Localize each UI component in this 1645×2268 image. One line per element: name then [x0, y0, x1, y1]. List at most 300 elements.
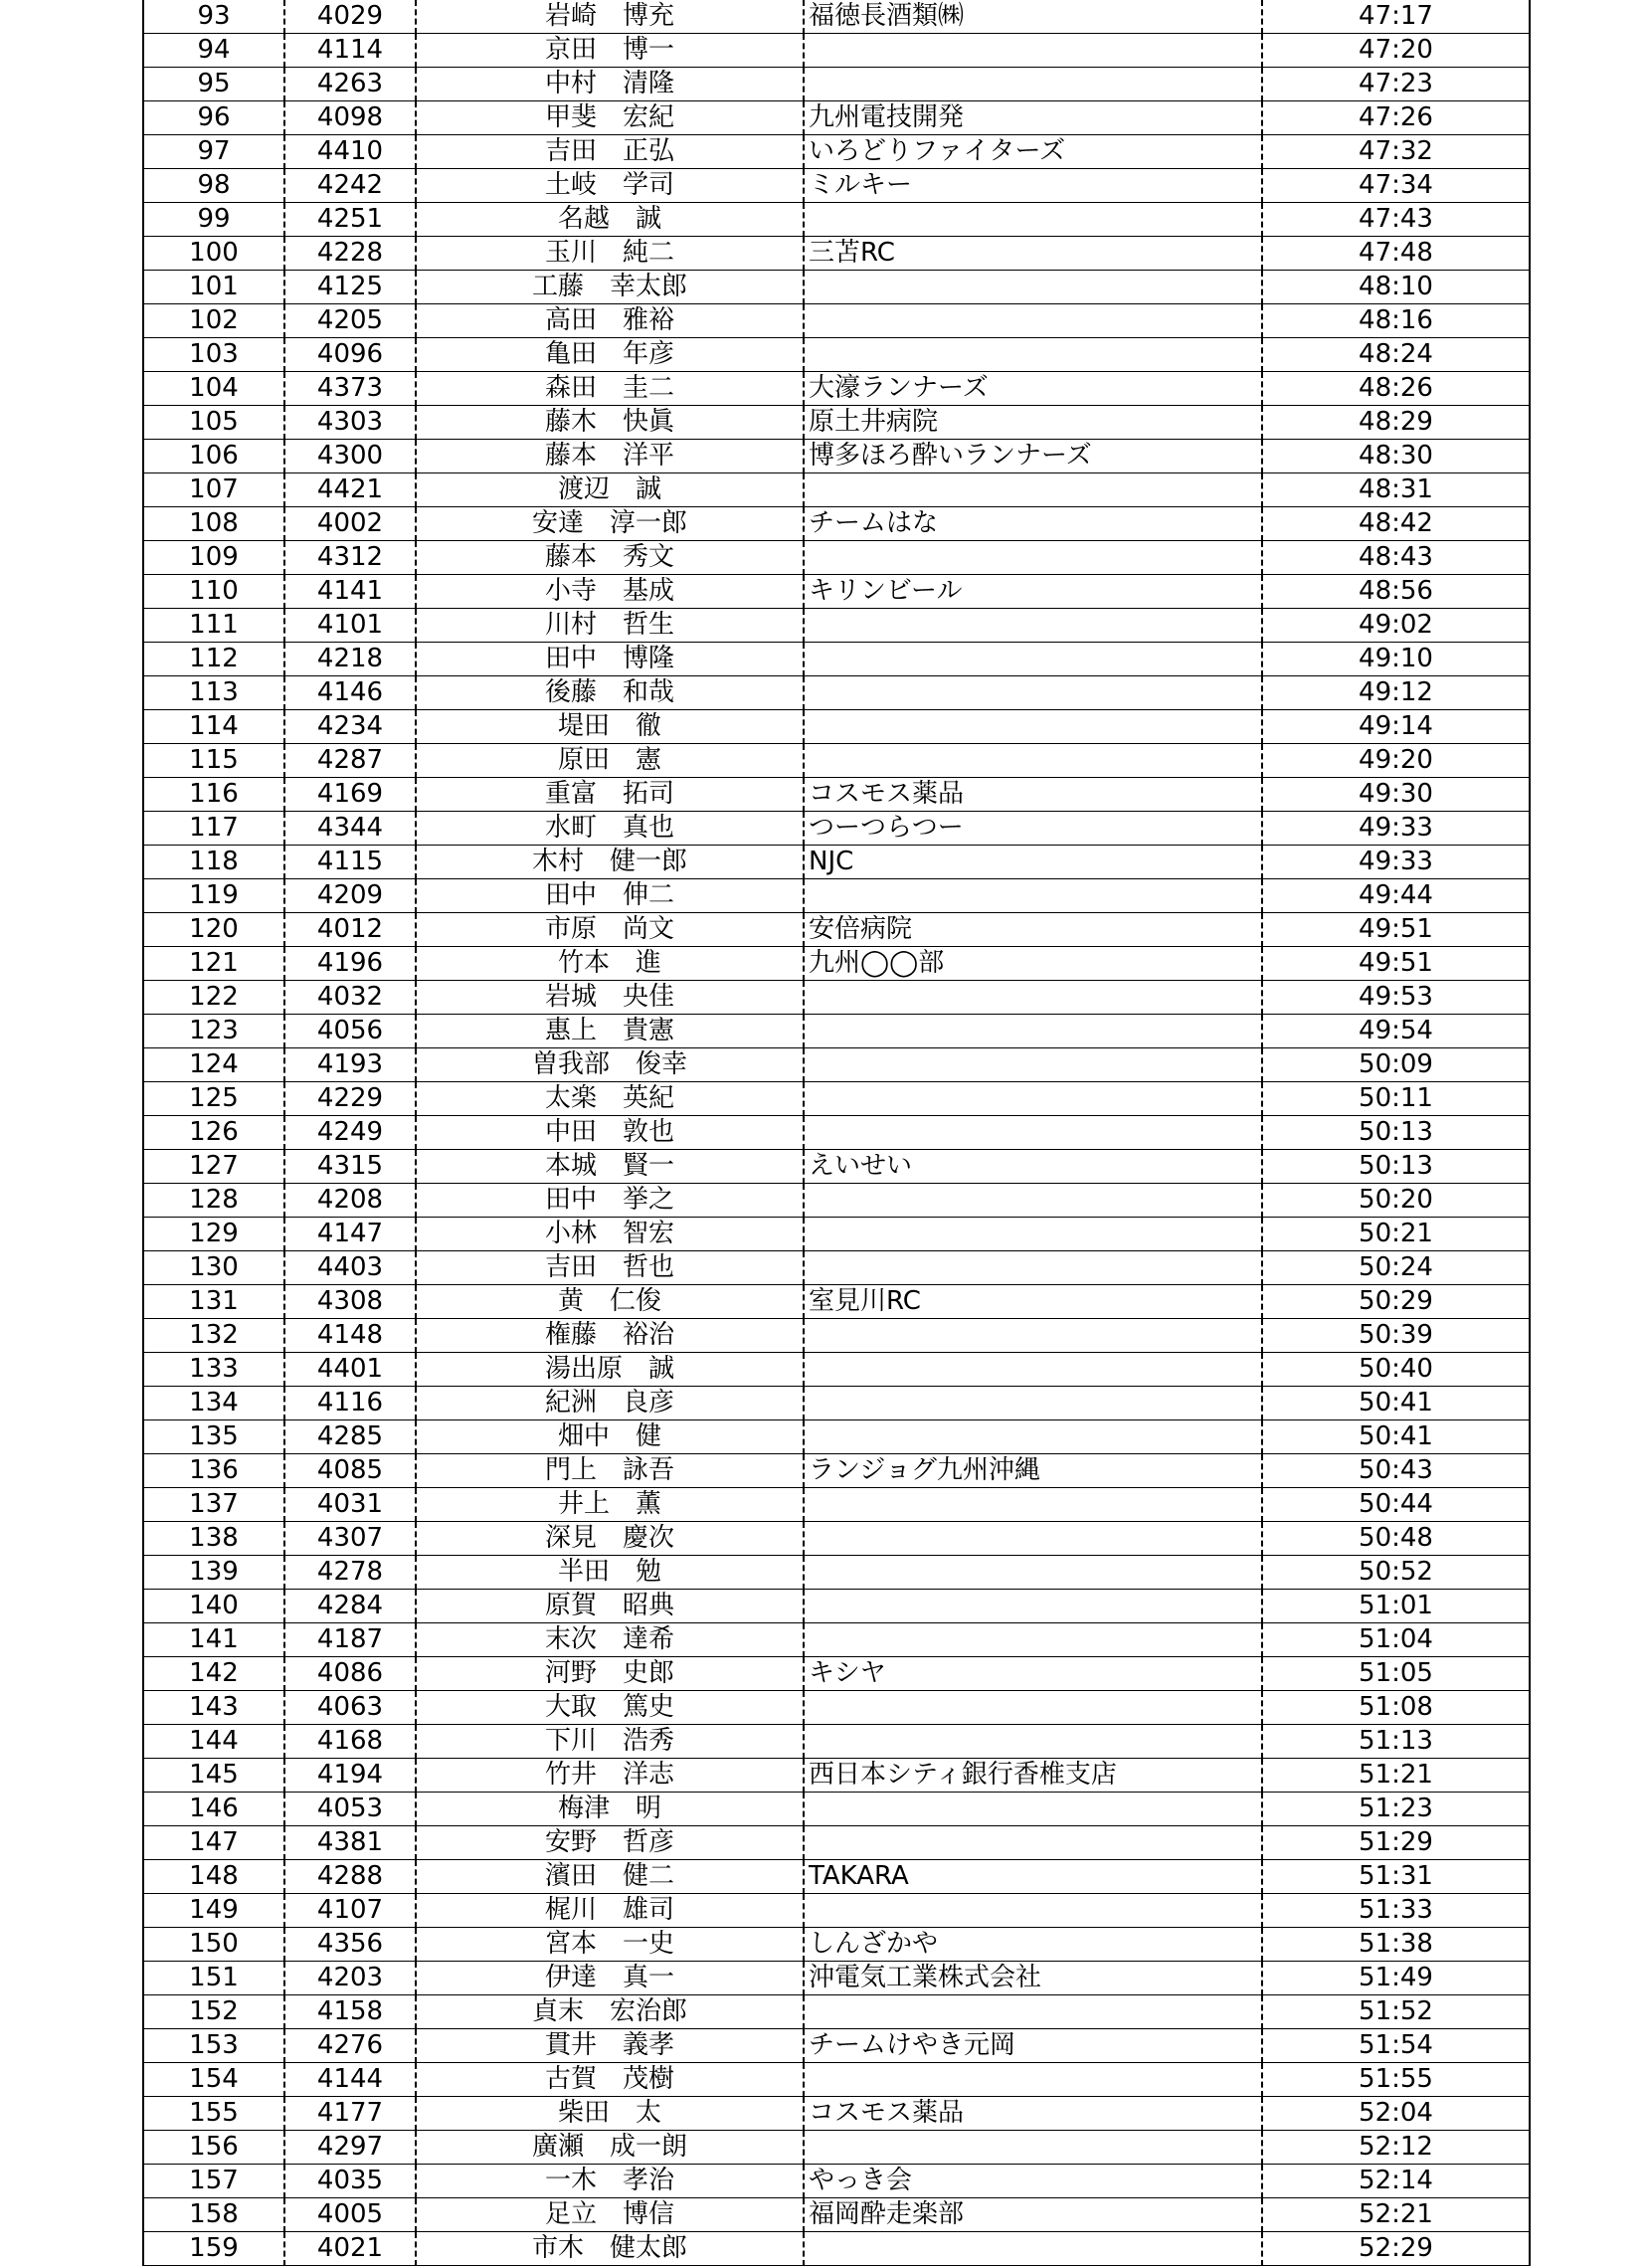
club-name-cell: [804, 609, 1262, 643]
rank-cell: 103: [143, 338, 284, 372]
runner-name-cell: 畑中 健: [416, 1420, 804, 1454]
runner-name-cell: 市原 尚文: [416, 913, 804, 947]
bib-number-cell: 4053: [284, 1793, 416, 1826]
finish-time-cell: 49:20: [1262, 744, 1530, 778]
runner-name-cell: 貫井 義孝: [416, 2029, 804, 2063]
rank-cell: 102: [143, 304, 284, 338]
runner-name-cell: 竹本 進: [416, 947, 804, 981]
table-row: [143, 879, 1530, 913]
bib-number-cell: 4276: [284, 2029, 416, 2063]
finish-time-cell: 51:54: [1262, 2029, 1530, 2063]
bib-number-cell: 4263: [284, 68, 416, 101]
bib-number-cell: 4308: [284, 1285, 416, 1319]
rank-cell: 99: [143, 203, 284, 237]
finish-time-cell: 52:04: [1262, 2097, 1530, 2131]
rank-cell: 142: [143, 1657, 284, 1691]
club-name-cell: [804, 34, 1262, 68]
finish-time-cell: 52:14: [1262, 2165, 1530, 2198]
rank-cell: 94: [143, 34, 284, 68]
finish-time-cell: 47:48: [1262, 237, 1530, 271]
table-row: [143, 676, 1530, 710]
finish-time-cell: 49:33: [1262, 812, 1530, 846]
rank-cell: 136: [143, 1454, 284, 1488]
club-name-cell: [804, 1488, 1262, 1522]
rank-cell: 137: [143, 1488, 284, 1522]
table-row: [143, 1522, 1530, 1556]
finish-time-cell: 51:05: [1262, 1657, 1530, 1691]
club-name-cell: [804, 338, 1262, 372]
rank-cell: 121: [143, 947, 284, 981]
finish-time-cell: 48:29: [1262, 406, 1530, 440]
finish-time-cell: 48:26: [1262, 372, 1530, 406]
club-name-cell: [804, 1251, 1262, 1285]
finish-time-cell: 50:44: [1262, 1488, 1530, 1522]
table-row: [143, 1387, 1530, 1420]
table-row: [143, 744, 1530, 778]
club-name-cell: [804, 1420, 1262, 1454]
runner-name-cell: 後藤 和哉: [416, 676, 804, 710]
club-name-cell: [804, 1218, 1262, 1251]
finish-time-cell: 49:30: [1262, 778, 1530, 812]
rank-cell: 109: [143, 541, 284, 575]
bib-number-cell: 4287: [284, 744, 416, 778]
club-name-cell: 九州◯◯部: [804, 947, 1262, 981]
table-row: [143, 2063, 1530, 2097]
table-row: [143, 2232, 1530, 2266]
bib-number-cell: 4141: [284, 575, 416, 609]
runner-name-cell: 大取 篤史: [416, 1691, 804, 1725]
finish-time-cell: 49:33: [1262, 846, 1530, 879]
club-name-cell: [804, 541, 1262, 575]
rank-cell: 147: [143, 1826, 284, 1860]
club-name-cell: コスモス薬品: [804, 778, 1262, 812]
table-row: [143, 1590, 1530, 1623]
rank-cell: 132: [143, 1319, 284, 1353]
runner-name-cell: 小林 智宏: [416, 1218, 804, 1251]
bib-number-cell: 4356: [284, 1928, 416, 1962]
table-row: [143, 440, 1530, 473]
runner-name-cell: 甲斐 宏紀: [416, 101, 804, 135]
runner-name-cell: 梶川 雄司: [416, 1894, 804, 1928]
table-row: [143, 1793, 1530, 1826]
rank-cell: 156: [143, 2131, 284, 2165]
runner-name-cell: 中田 敦也: [416, 1116, 804, 1150]
bib-number-cell: 4381: [284, 1826, 416, 1860]
rank-cell: 111: [143, 609, 284, 643]
finish-time-cell: 47:20: [1262, 34, 1530, 68]
runner-name-cell: 原賀 昭典: [416, 1590, 804, 1623]
table-row: [143, 1995, 1530, 2029]
finish-time-cell: 49:14: [1262, 710, 1530, 744]
club-name-cell: [804, 68, 1262, 101]
finish-time-cell: 48:31: [1262, 473, 1530, 507]
rank-cell: 112: [143, 643, 284, 676]
runner-name-cell: 田中 挙之: [416, 1184, 804, 1218]
finish-time-cell: 47:17: [1262, 0, 1530, 34]
table-row: [143, 1657, 1530, 1691]
runner-name-cell: 小寺 基成: [416, 575, 804, 609]
runner-name-cell: 黄 仁俊: [416, 1285, 804, 1319]
runner-name-cell: 藤木 快眞: [416, 406, 804, 440]
finish-time-cell: 50:43: [1262, 1454, 1530, 1488]
bib-number-cell: 4344: [284, 812, 416, 846]
bib-number-cell: 4297: [284, 2131, 416, 2165]
table-row: [143, 1894, 1530, 1928]
club-name-cell: [804, 304, 1262, 338]
runner-name-cell: 古賀 茂樹: [416, 2063, 804, 2097]
runner-name-cell: 貞末 宏治郎: [416, 1995, 804, 2029]
table-row: [143, 2131, 1530, 2165]
club-name-cell: [804, 1116, 1262, 1150]
club-name-cell: 室見川RC: [804, 1285, 1262, 1319]
rank-cell: 98: [143, 169, 284, 203]
runner-name-cell: 亀田 年彦: [416, 338, 804, 372]
rank-cell: 127: [143, 1150, 284, 1184]
club-name-cell: つーつらつー: [804, 812, 1262, 846]
club-name-cell: 大濠ランナーズ: [804, 372, 1262, 406]
rank-cell: 159: [143, 2232, 284, 2266]
club-name-cell: [804, 1725, 1262, 1759]
bib-number-cell: 4242: [284, 169, 416, 203]
table-row: [143, 1826, 1530, 1860]
runner-name-cell: 河野 史郎: [416, 1657, 804, 1691]
runner-name-cell: 柴田 太: [416, 2097, 804, 2131]
table-row: [143, 473, 1530, 507]
club-name-cell: [804, 1894, 1262, 1928]
finish-time-cell: 47:34: [1262, 169, 1530, 203]
bib-number-cell: 4116: [284, 1387, 416, 1420]
rank-cell: 118: [143, 846, 284, 879]
table-row: [143, 1319, 1530, 1353]
runner-name-cell: 下川 浩秀: [416, 1725, 804, 1759]
bib-number-cell: 4307: [284, 1522, 416, 1556]
table-row: [143, 1488, 1530, 1522]
rank-cell: 120: [143, 913, 284, 947]
rank-cell: 154: [143, 2063, 284, 2097]
finish-time-cell: 51:01: [1262, 1590, 1530, 1623]
club-name-cell: 沖電気工業株式会社: [804, 1962, 1262, 1995]
bib-number-cell: 4234: [284, 710, 416, 744]
rank-cell: 115: [143, 744, 284, 778]
club-name-cell: [804, 643, 1262, 676]
club-name-cell: [804, 1184, 1262, 1218]
bib-number-cell: 4096: [284, 338, 416, 372]
table-row: [143, 2097, 1530, 2131]
runner-name-cell: 末次 達希: [416, 1623, 804, 1657]
table-row: [143, 609, 1530, 643]
bib-number-cell: 4205: [284, 304, 416, 338]
finish-time-cell: 48:10: [1262, 271, 1530, 304]
table-row: [143, 1251, 1530, 1285]
table-row: [143, 1116, 1530, 1150]
runner-name-cell: 京田 博一: [416, 34, 804, 68]
runner-name-cell: 水町 真也: [416, 812, 804, 846]
table-row: [143, 237, 1530, 271]
finish-time-cell: 50:40: [1262, 1353, 1530, 1387]
table-row: [143, 338, 1530, 372]
finish-time-cell: 51:49: [1262, 1962, 1530, 1995]
rank-cell: 131: [143, 1285, 284, 1319]
bib-number-cell: 4005: [284, 2198, 416, 2232]
rank-cell: 114: [143, 710, 284, 744]
runner-name-cell: 工藤 幸太郎: [416, 271, 804, 304]
finish-time-cell: 51:38: [1262, 1928, 1530, 1962]
club-name-cell: [804, 1691, 1262, 1725]
runner-name-cell: 原田 憲: [416, 744, 804, 778]
club-name-cell: [804, 2063, 1262, 2097]
club-name-cell: [804, 473, 1262, 507]
bib-number-cell: 4285: [284, 1420, 416, 1454]
table-row: [143, 2165, 1530, 2198]
rank-cell: 135: [143, 1420, 284, 1454]
results-table: [142, 0, 1531, 2266]
bib-number-cell: 4421: [284, 473, 416, 507]
bib-number-cell: 4114: [284, 34, 416, 68]
club-name-cell: やっき会: [804, 2165, 1262, 2198]
club-name-cell: [804, 1590, 1262, 1623]
runner-name-cell: 宮本 一史: [416, 1928, 804, 1962]
club-name-cell: [804, 1082, 1262, 1116]
rank-cell: 130: [143, 1251, 284, 1285]
table-row: [143, 271, 1530, 304]
club-name-cell: [804, 879, 1262, 913]
finish-time-cell: 51:33: [1262, 1894, 1530, 1928]
table-row: [143, 541, 1530, 575]
runner-name-cell: 岩崎 博充: [416, 0, 804, 34]
table-row: [143, 1454, 1530, 1488]
bib-number-cell: 4284: [284, 1590, 416, 1623]
club-name-cell: 三苫RC: [804, 237, 1262, 271]
runner-name-cell: 藤本 秀文: [416, 541, 804, 575]
table-row: [143, 846, 1530, 879]
runner-name-cell: 土岐 学司: [416, 169, 804, 203]
runner-name-cell: 高田 雅裕: [416, 304, 804, 338]
rank-cell: 152: [143, 1995, 284, 2029]
club-name-cell: [804, 271, 1262, 304]
finish-time-cell: 51:31: [1262, 1860, 1530, 1894]
table-row: [143, 981, 1530, 1015]
runner-name-cell: 曽我部 俊幸: [416, 1048, 804, 1082]
finish-time-cell: 47:26: [1262, 101, 1530, 135]
bib-number-cell: 4251: [284, 203, 416, 237]
finish-time-cell: 51:13: [1262, 1725, 1530, 1759]
club-name-cell: [804, 1353, 1262, 1387]
bib-number-cell: 4288: [284, 1860, 416, 1894]
table-row: [143, 1860, 1530, 1894]
rank-cell: 141: [143, 1623, 284, 1657]
bib-number-cell: 4107: [284, 1894, 416, 1928]
rank-cell: 107: [143, 473, 284, 507]
rank-cell: 126: [143, 1116, 284, 1150]
club-name-cell: 博多ほろ酔いランナーズ: [804, 440, 1262, 473]
table-row: [143, 1184, 1530, 1218]
bib-number-cell: 4029: [284, 0, 416, 34]
club-name-cell: [804, 2131, 1262, 2165]
finish-time-cell: 48:30: [1262, 440, 1530, 473]
runner-name-cell: 吉田 哲也: [416, 1251, 804, 1285]
rank-cell: 116: [143, 778, 284, 812]
table-row: [143, 1556, 1530, 1590]
rank-cell: 104: [143, 372, 284, 406]
finish-time-cell: 49:51: [1262, 947, 1530, 981]
club-name-cell: チームけやき元岡: [804, 2029, 1262, 2063]
club-name-cell: 福徳長酒類㈱: [804, 0, 1262, 34]
bib-number-cell: 4303: [284, 406, 416, 440]
finish-time-cell: 50:24: [1262, 1251, 1530, 1285]
bib-number-cell: 4218: [284, 643, 416, 676]
club-name-cell: [804, 1556, 1262, 1590]
club-name-cell: いろどりファイターズ: [804, 135, 1262, 169]
finish-time-cell: 49:54: [1262, 1015, 1530, 1048]
rank-cell: 151: [143, 1962, 284, 1995]
finish-time-cell: 50:52: [1262, 1556, 1530, 1590]
table-row: [143, 507, 1530, 541]
club-name-cell: 西日本シティ銀行香椎支店: [804, 1759, 1262, 1793]
finish-time-cell: 50:13: [1262, 1150, 1530, 1184]
finish-time-cell: 49:53: [1262, 981, 1530, 1015]
rank-cell: 149: [143, 1894, 284, 1928]
table-row: [143, 1725, 1530, 1759]
finish-time-cell: 48:43: [1262, 541, 1530, 575]
bib-number-cell: 4098: [284, 101, 416, 135]
finish-time-cell: 48:24: [1262, 338, 1530, 372]
table-row: [143, 406, 1530, 440]
runner-name-cell: 太楽 英紀: [416, 1082, 804, 1116]
club-name-cell: しんざかや: [804, 1928, 1262, 1962]
club-name-cell: [804, 1995, 1262, 2029]
table-row: [143, 2029, 1530, 2063]
rank-cell: 140: [143, 1590, 284, 1623]
finish-time-cell: 48:42: [1262, 507, 1530, 541]
club-name-cell: [804, 710, 1262, 744]
table-row: [143, 1285, 1530, 1319]
finish-time-cell: 49:02: [1262, 609, 1530, 643]
club-name-cell: [804, 2232, 1262, 2266]
rank-cell: 134: [143, 1387, 284, 1420]
table-row: [143, 1962, 1530, 1995]
runner-name-cell: 半田 勉: [416, 1556, 804, 1590]
rank-cell: 119: [143, 879, 284, 913]
bib-number-cell: 4125: [284, 271, 416, 304]
rank-cell: 100: [143, 237, 284, 271]
runner-name-cell: 森田 圭二: [416, 372, 804, 406]
club-name-cell: チームはな: [804, 507, 1262, 541]
bib-number-cell: 4101: [284, 609, 416, 643]
runner-name-cell: 惠上 貴憲: [416, 1015, 804, 1048]
runner-name-cell: 深見 慶次: [416, 1522, 804, 1556]
bib-number-cell: 4056: [284, 1015, 416, 1048]
runner-name-cell: 伊達 真一: [416, 1962, 804, 1995]
table-row: [143, 135, 1530, 169]
runner-name-cell: 市木 健太郎: [416, 2232, 804, 2266]
table-row: [143, 372, 1530, 406]
runner-name-cell: 田中 博隆: [416, 643, 804, 676]
runner-name-cell: 重富 拓司: [416, 778, 804, 812]
bib-number-cell: 4315: [284, 1150, 416, 1184]
club-name-cell: 九州電技開発: [804, 101, 1262, 135]
table-row: [143, 1218, 1530, 1251]
finish-time-cell: 50:13: [1262, 1116, 1530, 1150]
runner-name-cell: 一木 孝治: [416, 2165, 804, 2198]
finish-time-cell: 51:29: [1262, 1826, 1530, 1860]
bib-number-cell: 4031: [284, 1488, 416, 1522]
finish-time-cell: 50:29: [1262, 1285, 1530, 1319]
rank-cell: 124: [143, 1048, 284, 1082]
bib-number-cell: 4021: [284, 2232, 416, 2266]
club-name-cell: [804, 1048, 1262, 1082]
rank-cell: 105: [143, 406, 284, 440]
bib-number-cell: 4035: [284, 2165, 416, 2198]
club-name-cell: [804, 1319, 1262, 1353]
bib-number-cell: 4144: [284, 2063, 416, 2097]
bib-number-cell: 4012: [284, 913, 416, 947]
table-row: [143, 913, 1530, 947]
finish-time-cell: 52:29: [1262, 2232, 1530, 2266]
rank-cell: 138: [143, 1522, 284, 1556]
finish-time-cell: 48:56: [1262, 575, 1530, 609]
bib-number-cell: 4209: [284, 879, 416, 913]
runner-name-cell: 渡辺 誠: [416, 473, 804, 507]
bib-number-cell: 4146: [284, 676, 416, 710]
runner-name-cell: 岩城 央佳: [416, 981, 804, 1015]
bib-number-cell: 4300: [284, 440, 416, 473]
runner-name-cell: 木村 健一郎: [416, 846, 804, 879]
bib-number-cell: 4115: [284, 846, 416, 879]
table-row: [143, 1048, 1530, 1082]
runner-name-cell: 梅津 明: [416, 1793, 804, 1826]
table-row: [143, 778, 1530, 812]
club-name-cell: [804, 203, 1262, 237]
bib-number-cell: 4177: [284, 2097, 416, 2131]
table-row: [143, 68, 1530, 101]
table-row: [143, 710, 1530, 744]
runner-name-cell: 権藤 裕治: [416, 1319, 804, 1353]
table-row: [143, 812, 1530, 846]
bib-number-cell: 4148: [284, 1319, 416, 1353]
finish-time-cell: 49:44: [1262, 879, 1530, 913]
club-name-cell: キシヤ: [804, 1657, 1262, 1691]
runner-name-cell: 本城 賢一: [416, 1150, 804, 1184]
bib-number-cell: 4229: [284, 1082, 416, 1116]
runner-name-cell: 名越 誠: [416, 203, 804, 237]
rank-cell: 106: [143, 440, 284, 473]
bib-number-cell: 4401: [284, 1353, 416, 1387]
bib-number-cell: 4085: [284, 1454, 416, 1488]
finish-time-cell: 50:48: [1262, 1522, 1530, 1556]
table-row: [143, 947, 1530, 981]
runner-name-cell: 竹井 洋志: [416, 1759, 804, 1793]
club-name-cell: [804, 1793, 1262, 1826]
bib-number-cell: 4193: [284, 1048, 416, 1082]
rank-cell: 97: [143, 135, 284, 169]
rank-cell: 133: [143, 1353, 284, 1387]
bib-number-cell: 4063: [284, 1691, 416, 1725]
runner-name-cell: 紀洲 良彦: [416, 1387, 804, 1420]
bib-number-cell: 4203: [284, 1962, 416, 1995]
table-row: [143, 1759, 1530, 1793]
rank-cell: 150: [143, 1928, 284, 1962]
table-row: [143, 169, 1530, 203]
table-row: [143, 575, 1530, 609]
table-row: [143, 101, 1530, 135]
runner-name-cell: 安達 淳一郎: [416, 507, 804, 541]
bib-number-cell: 4032: [284, 981, 416, 1015]
table-row: [143, 1150, 1530, 1184]
club-name-cell: [804, 1387, 1262, 1420]
bib-number-cell: 4403: [284, 1251, 416, 1285]
bib-number-cell: 4278: [284, 1556, 416, 1590]
finish-time-cell: 50:41: [1262, 1420, 1530, 1454]
